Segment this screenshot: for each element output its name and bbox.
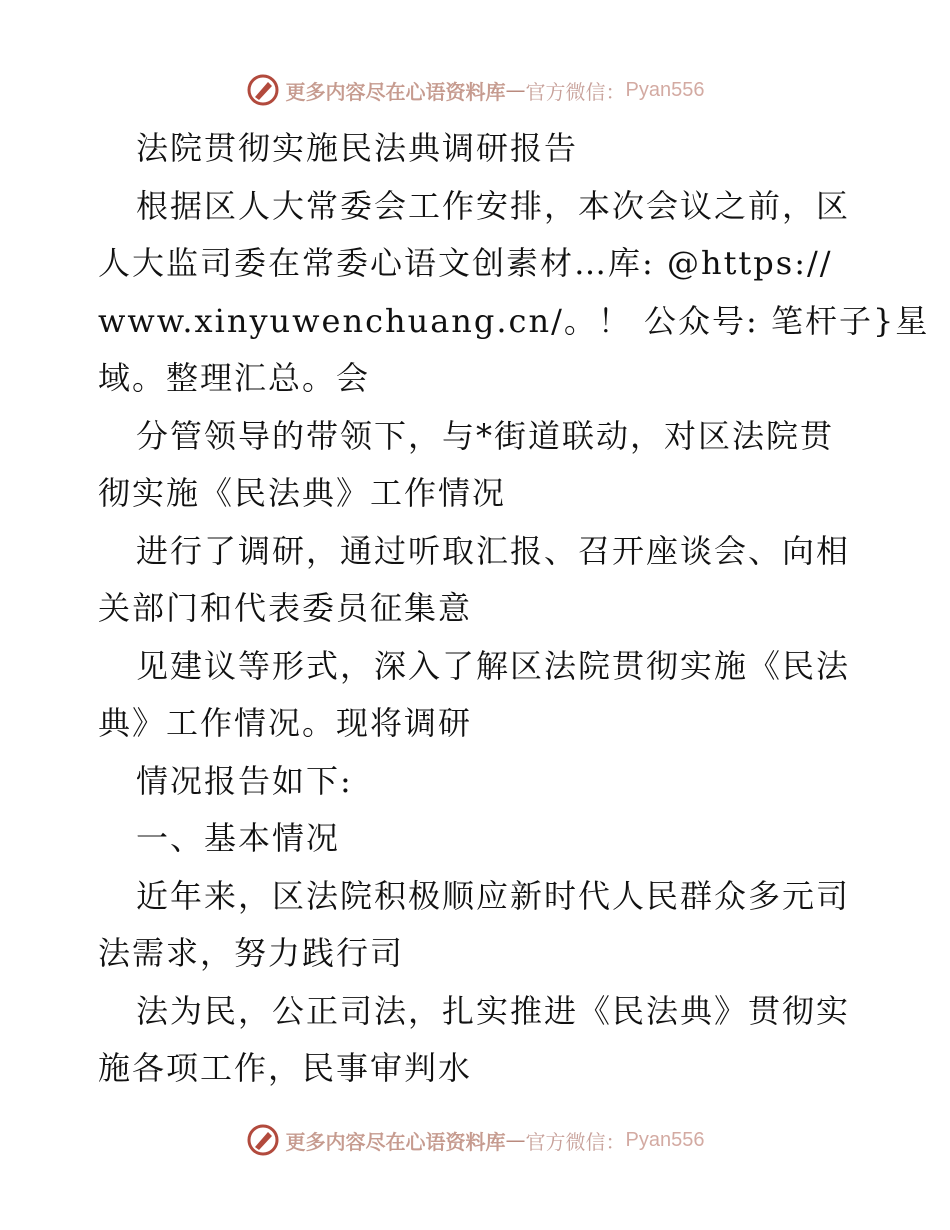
body-line: 关部门和代表委员征集意 (98, 589, 473, 627)
body-line: 彻实施《民法典》工作情况 (98, 474, 507, 512)
body-line: 域。整理汇总。会 (98, 359, 371, 397)
body-line: 分管领导的带领下，与*街道联动，对区法院贯 (136, 416, 835, 455)
body-line: 法为民，公正司法，扎实推进《民法典》贯彻实 (136, 991, 851, 1030)
banner-separator: — (505, 1128, 526, 1152)
banner-wechat-label: 官方微信： (525, 1129, 626, 1154)
header-watermark-banner (0, 70, 950, 110)
body-line: 根据区人大常委会工作安排，本次会议之前，区 (136, 186, 851, 225)
footer-watermark-banner (0, 1120, 950, 1160)
banner-main-text: 更多内容尽在心语资料库 (285, 1129, 506, 1154)
body-line: www.xinyuwenchuang.cn/。！ 公众号: 笔杆子}星 (98, 301, 930, 340)
brand-logo-icon (246, 1123, 280, 1157)
document-body (98, 120, 930, 1098)
banner-wechat-label: 官方微信： (525, 79, 626, 104)
banner-separator: — (505, 78, 526, 102)
brand-logo-icon (246, 73, 280, 107)
body-line: 见建议等形式，深入了解区法院贯彻实施《民法 (136, 646, 851, 685)
banner-wechat-handle: Pyan556 (625, 78, 705, 101)
body-line: 近年来，区法院积极顺应新时代人民群众多元司 (136, 876, 851, 915)
body-line: 法需求，努力践行司 (98, 934, 405, 972)
body-line: 进行了调研，通过听取汇报、召开座谈会、向相 (136, 531, 851, 570)
banner-main-text: 更多内容尽在心语资料库 (285, 79, 506, 104)
banner-wechat-handle: Pyan556 (625, 1128, 705, 1151)
document-title: 法院贯彻实施民法典调研报告 (136, 129, 579, 167)
body-line: 人大监司委在常委心语文创素材…库: @https:// (98, 244, 833, 282)
body-line: 施各项工作，民事审判水 (98, 1049, 473, 1087)
body-line: 典》工作情况。现将调研 (98, 704, 473, 742)
body-line: 情况报告如下: (136, 761, 353, 800)
section-heading: 一、基本情况 (136, 819, 341, 857)
